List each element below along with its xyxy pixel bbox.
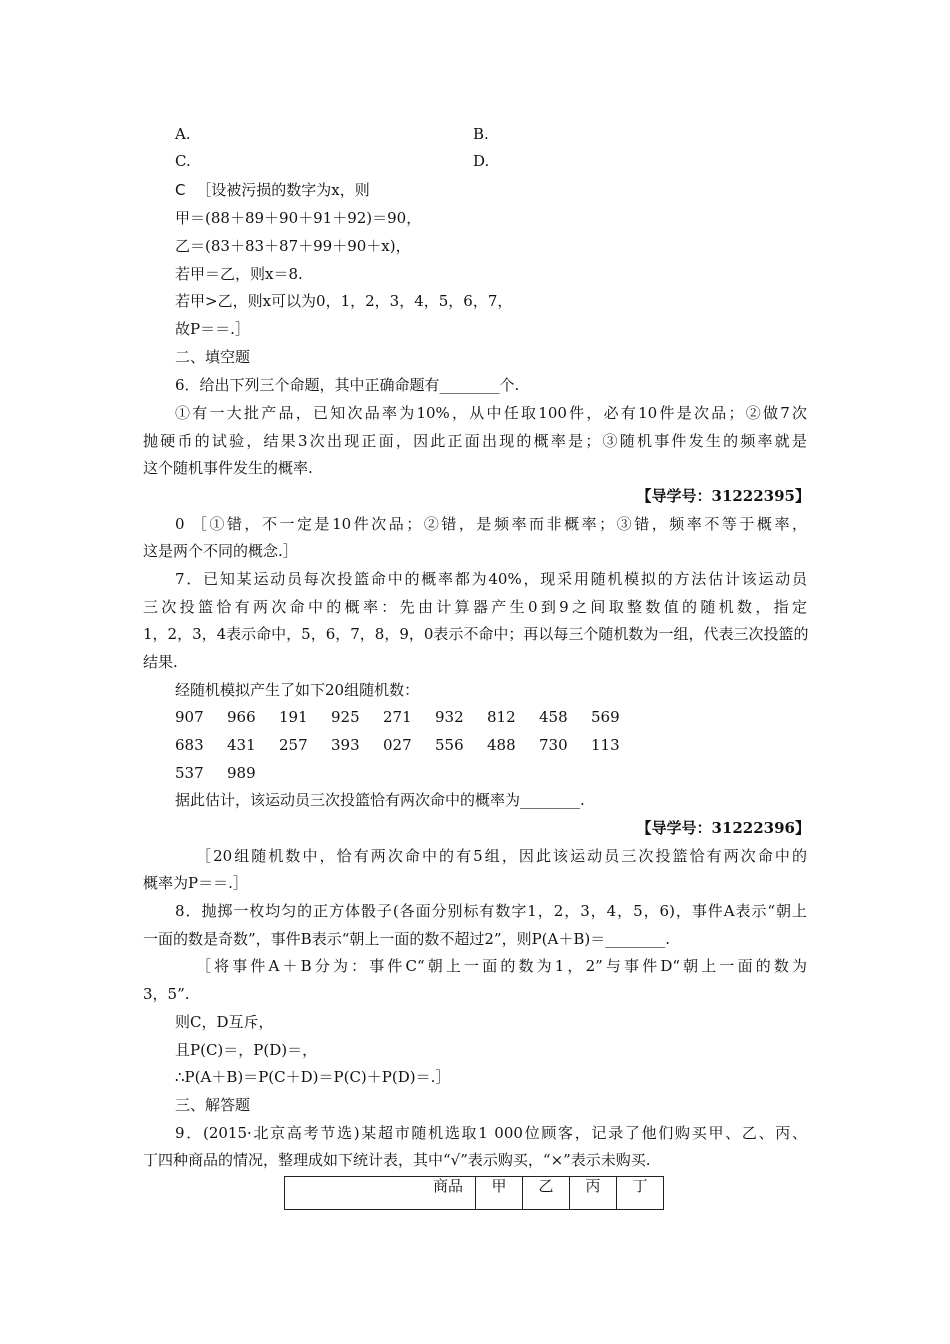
table-header-row bbox=[285, 1177, 664, 1210]
q5-answer-text: ［设被污损的数字为x，则 bbox=[196, 181, 370, 199]
q5-condition-greater: 若甲>乙，则x可以为0，1，2，3，4，5，6，7， bbox=[175, 292, 513, 310]
q9-stem-line-2: 丁四种商品的情况，整理成如下统计表，其中“√”表示购买，“×”表示未购买. bbox=[143, 1151, 651, 1169]
random-number: 113 bbox=[591, 736, 620, 754]
q7-stem-line-3: 1，2，3，4表示命中，5，6，7，8，9，0表示不命中；再以每三个随机数为一组，代表三次投篮的 bbox=[143, 625, 809, 643]
q7-question: 据此估计，该运动员三次投篮恰有两次命中的概率为________. bbox=[175, 791, 585, 809]
q6-proposition-line-3: 这个随机事件发生的概率. bbox=[143, 459, 313, 477]
random-number: 537 bbox=[175, 764, 204, 782]
q7-stem-line-2: 三次投篮恰有两次命中的概率：先由计算器产生0到9之间取整数值的随机数，指定 bbox=[143, 598, 807, 616]
random-number: 257 bbox=[279, 736, 308, 754]
q7-random-row-3 bbox=[175, 763, 279, 783]
q6-proposition-line-1: ①有一大批产品，已知次品率为10%，从中任取100件，必有10件是次品；②做7次 bbox=[175, 404, 807, 422]
random-number: 027 bbox=[383, 736, 412, 754]
q8-answer-line-5: ∴P(A＋B)＝P(C＋D)＝P(C)＋P(D)＝.］ bbox=[175, 1068, 451, 1086]
random-number: 683 bbox=[175, 736, 204, 754]
table-header-cell: 甲 bbox=[476, 1177, 523, 1210]
q6-answer-line-1: 0 ［①错，不一定是10件次品；②错，是频率而非概率；③错，频率不等于概率， bbox=[175, 515, 807, 533]
random-number: 730 bbox=[539, 736, 568, 754]
random-number: 569 bbox=[591, 708, 620, 726]
q7-stem-line-1: 7．已知某运动员每次投篮命中的概率都为40%，现采用随机模拟的方法估计该运动员 bbox=[175, 570, 807, 588]
q8-answer-line-3: 则C，D互斥， bbox=[175, 1013, 274, 1031]
random-number: 925 bbox=[331, 708, 360, 726]
table-header-cell: 丙 bbox=[570, 1177, 617, 1210]
table-header-cell: 乙 bbox=[523, 1177, 570, 1210]
section-heading-fill-in: 二、填空题 bbox=[175, 348, 251, 366]
q5-answer-line bbox=[175, 180, 370, 200]
q6-proposition-line-2: 抛硬币的试验，结果3次出现正面，因此正面出现的概率是；③随机事件发生的频率就是 bbox=[143, 432, 807, 450]
q6-stem: 6．给出下列三个命题，其中正确命题有________个. bbox=[175, 376, 520, 394]
q8-answer-line-1: ［将事件A＋B分为：事件C“朝上一面的数为1，2”与事件D“朝上一面的数为 bbox=[196, 957, 807, 975]
q9-stem-line-1: 9．(2015·北京高考节选)某超市随机选取1 000位顾客，记录了他们购买甲、乙、丙、 bbox=[175, 1124, 807, 1142]
q5-condition-equal: 若甲＝乙，则x＝8. bbox=[175, 265, 303, 283]
random-number: 556 bbox=[435, 736, 464, 754]
q8-stem-line-2: 一面的数是奇数”，事件B表示“朝上一面的数不超过2”，则P(A＋B)＝________. bbox=[143, 930, 670, 948]
q6-answer-line-2: 这是两个不同的概念.］ bbox=[143, 542, 298, 560]
random-number: 393 bbox=[331, 736, 360, 754]
section-heading-solutions: 三、解答题 bbox=[175, 1096, 251, 1114]
q5-conclusion: 故P＝＝.］ bbox=[175, 320, 250, 338]
option-c: C. bbox=[175, 152, 191, 170]
random-number: 191 bbox=[279, 708, 308, 726]
option-a: A. bbox=[175, 125, 191, 143]
random-number: 458 bbox=[539, 708, 568, 726]
q7-random-intro: 经随机模拟产生了如下20组随机数： bbox=[175, 681, 420, 699]
random-number: 488 bbox=[487, 736, 516, 754]
option-d: D. bbox=[473, 152, 490, 170]
q7-reference-number: 【导学号：31222396】 bbox=[636, 819, 810, 837]
random-number: 271 bbox=[383, 708, 412, 726]
random-number: 812 bbox=[487, 708, 516, 726]
q8-answer-line-2: 3，5”. bbox=[143, 985, 190, 1003]
q8-stem-line-1: 8．抛掷一枚均匀的正方体骰子(各面分别标有数字1，2，3，4，5，6)，事件A表示“朝上 bbox=[175, 902, 807, 920]
table-header-cell: 商品 bbox=[285, 1177, 476, 1210]
q7-stem-line-4: 结果. bbox=[143, 653, 178, 671]
q7-answer-line-2: 概率为P＝＝.］ bbox=[143, 874, 248, 892]
q7-random-row-2 bbox=[175, 735, 643, 755]
random-number: 966 bbox=[227, 708, 256, 726]
option-b: B. bbox=[473, 125, 489, 143]
q5-answer-letter: C bbox=[175, 181, 186, 199]
random-number: 932 bbox=[435, 708, 464, 726]
q8-answer-line-4: 且P(C)＝，P(D)＝， bbox=[175, 1041, 318, 1059]
q7-random-row-1 bbox=[175, 707, 643, 727]
table-header-cell: 丁 bbox=[617, 1177, 664, 1210]
random-number: 431 bbox=[227, 736, 256, 754]
random-number: 989 bbox=[227, 764, 256, 782]
q5-mean-a: 甲＝(88＋89＋90＋91＋92)＝90， bbox=[175, 209, 422, 227]
q7-answer-line-1: ［20组随机数中，恰有两次命中的有5组，因此该运动员三次投篮恰有两次命中的 bbox=[196, 847, 807, 865]
q5-mean-b: 乙＝(83＋83＋87＋99＋90＋x)， bbox=[175, 237, 411, 255]
random-number: 907 bbox=[175, 708, 204, 726]
q6-reference-number: 【导学号：31222395】 bbox=[636, 487, 810, 505]
purchase-statistics-table bbox=[284, 1176, 664, 1210]
